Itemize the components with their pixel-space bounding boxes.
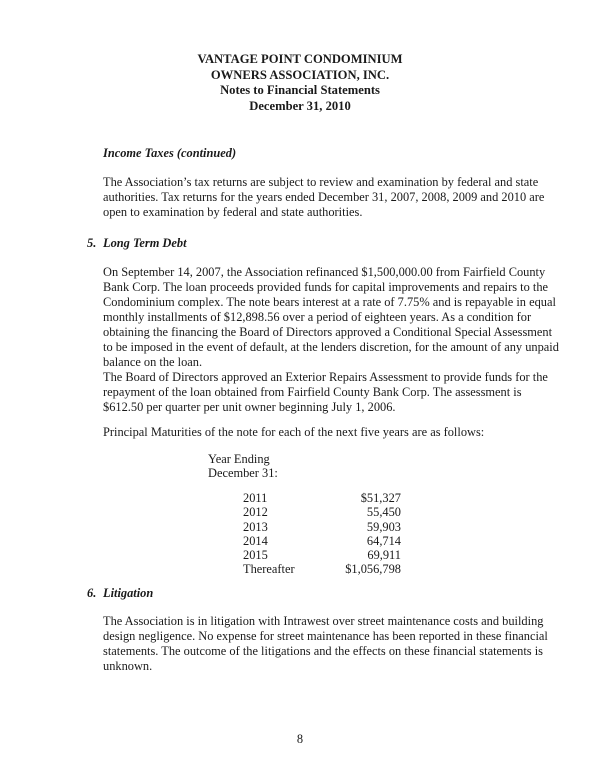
page-header	[0, 52, 600, 114]
text-line: monthly installments of $12,898.56 over a period of eighteen years. As a condition for	[103, 310, 532, 324]
text-line: The Board of Directors approved an Exterior Repairs Assessment to provide funds for the	[103, 370, 548, 384]
text-line: The Association is in litigation with Intrawest over street maintenance costs and building	[103, 614, 544, 628]
text-line: design negligence. No expense for street maintenance has been reported in these financial	[103, 629, 548, 643]
header-line-4: December 31, 2010	[249, 98, 351, 113]
long-term-debt-paragraph-3	[103, 425, 543, 440]
maturity-amount: $51,327	[360, 491, 401, 505]
table-row	[243, 491, 401, 505]
income-taxes-heading: Income Taxes (continued)	[103, 146, 237, 160]
maturity-amount: 59,903	[366, 519, 401, 534]
maturity-year: 2014	[243, 533, 268, 548]
maturity-amount: 69,911	[367, 548, 401, 563]
long-term-debt-paragraph-1	[103, 265, 559, 370]
text-line: obtaining the financing the Board of Directors approved a Conditional Special Assessment	[103, 325, 553, 339]
section-number: 5.	[87, 236, 97, 250]
litigation-heading	[87, 586, 153, 601]
litigation-paragraph	[103, 614, 548, 674]
text-line: authorities. Tax returns for the years ended December 31, 2007, 2008, 2009 and 2010 are	[103, 190, 545, 204]
maturity-year: Thereafter	[243, 562, 295, 577]
header-line-1: VANTAGE POINT CONDOMINIUM	[197, 52, 403, 66]
table-row	[243, 562, 401, 576]
income-taxes-paragraph	[103, 175, 543, 220]
maturity-year: 2011	[243, 491, 268, 505]
table-row	[243, 505, 401, 519]
text-line: Bank Corp. The loan proceeds provided funds for capital improvements and repairs to the	[103, 280, 549, 294]
header-line-3: Notes to Financial Statements	[220, 83, 380, 97]
table-row	[243, 534, 401, 548]
text-line: open to examination by federal and state authorities.	[103, 205, 363, 219]
section-number: 6.	[87, 586, 97, 600]
maturity-year: 2012	[243, 505, 268, 520]
text-line: Condominium complex. The note bears interest at a rate of 7.75% and is repayable in equal	[103, 295, 556, 309]
text-line: repayment of the loan obtained from Fairfield County Bank Corp. The assessment is	[103, 385, 522, 399]
text-line: $612.50 per quarter per unit owner beginning July 1, 2006.	[103, 400, 396, 414]
table-row	[243, 520, 401, 534]
text-line: Principal Maturities of the note for each of the next five years are as follows:	[103, 425, 485, 439]
section-title: Long Term Debt	[103, 236, 187, 250]
maturity-year: 2013	[243, 519, 268, 534]
maturities-table	[243, 491, 401, 577]
header-line-2: OWNERS ASSOCIATION, INC.	[210, 67, 390, 82]
section-title: Litigation	[103, 586, 154, 600]
text-line: statements. The outcome of the litigations and the effects on these financial statements is	[103, 644, 543, 658]
long-term-debt-paragraph-2	[103, 370, 548, 415]
page-number: 8	[296, 732, 304, 746]
text-line: to be imposed in the event of default, at the lenders discretion, for the amount of any unpaid	[103, 340, 559, 354]
maturity-amount: 55,450	[366, 505, 401, 520]
text-line: The Association’s tax returns are subject to review and examination by federal and state	[103, 175, 539, 189]
maturities-header-2: December 31:	[208, 466, 278, 480]
text-line: On September 14, 2007, the Association refinanced $1,500,000.00 from Fairfield County	[103, 265, 546, 279]
maturity-amount: 64,714	[366, 533, 401, 548]
maturities-header-1: Year Ending	[208, 452, 270, 466]
long-term-debt-heading	[87, 236, 187, 251]
text-line: unknown.	[103, 659, 153, 673]
text-line: balance on the loan.	[103, 355, 203, 369]
maturity-amount: $1,056,798	[345, 562, 401, 577]
maturity-year: 2015	[243, 548, 268, 563]
table-row	[243, 548, 401, 562]
